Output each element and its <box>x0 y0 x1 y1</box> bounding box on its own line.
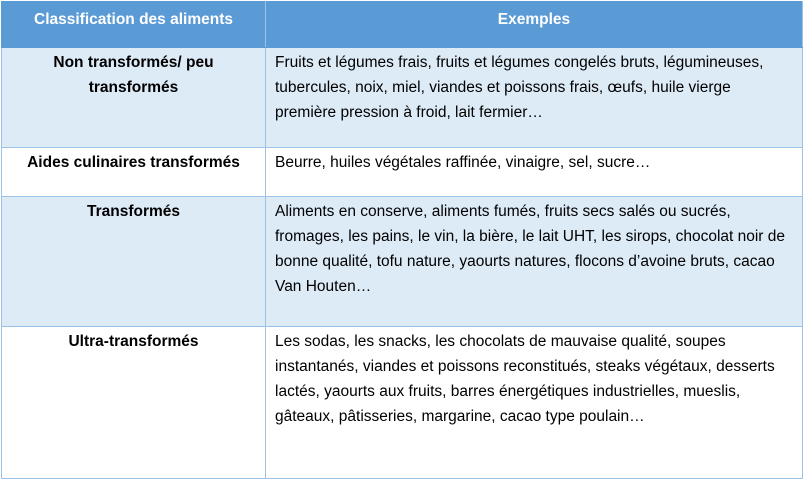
examples-cell: Aliments en conserve, aliments fumés, fruits secs salés ou sucrés, fromages, les pains, le vin, la bière, le lait UHT, les sirops, chocolat noir de bonne qualité, tofu nature, yaourts natures, flocons d’avoine bruts, cacao Van Houten… <box>266 197 803 327</box>
category-cell: Ultra-transformés <box>2 327 266 479</box>
category-cell: Non transformés/ peu transformés <box>2 48 266 148</box>
examples-cell: Les sodas, les snacks, les chocolats de mauvaise qualité, soupes instantanés, viandes et poissons reconstitués, steaks végétaux, desserts lactés, yaourts aux fruits, barres énergétiques industrielles, mueslis, gâteaux, pâtisseries, margarine, cacao type poulain… <box>266 327 803 479</box>
table-row <box>2 327 803 479</box>
table-row <box>2 148 803 197</box>
examples-cell: Fruits et légumes frais, fruits et légumes congelés bruts, légumineuses, tubercules, noix, miel, viandes et poissons frais, œufs, huile vierge première pression à froid, lait fermier… <box>266 48 803 148</box>
header-examples: Exemples <box>266 2 803 48</box>
examples-cell: Beurre, huiles végétales raffinée, vinaigre, sel, sucre… <box>266 148 803 197</box>
table-row <box>2 48 803 148</box>
header-classification: Classification des aliments <box>2 2 266 48</box>
table-row <box>2 197 803 327</box>
food-classification-table <box>1 1 803 479</box>
table-header-row <box>2 2 803 48</box>
category-cell: Transformés <box>2 197 266 327</box>
category-cell: Aides culinaires transformés <box>2 148 266 197</box>
